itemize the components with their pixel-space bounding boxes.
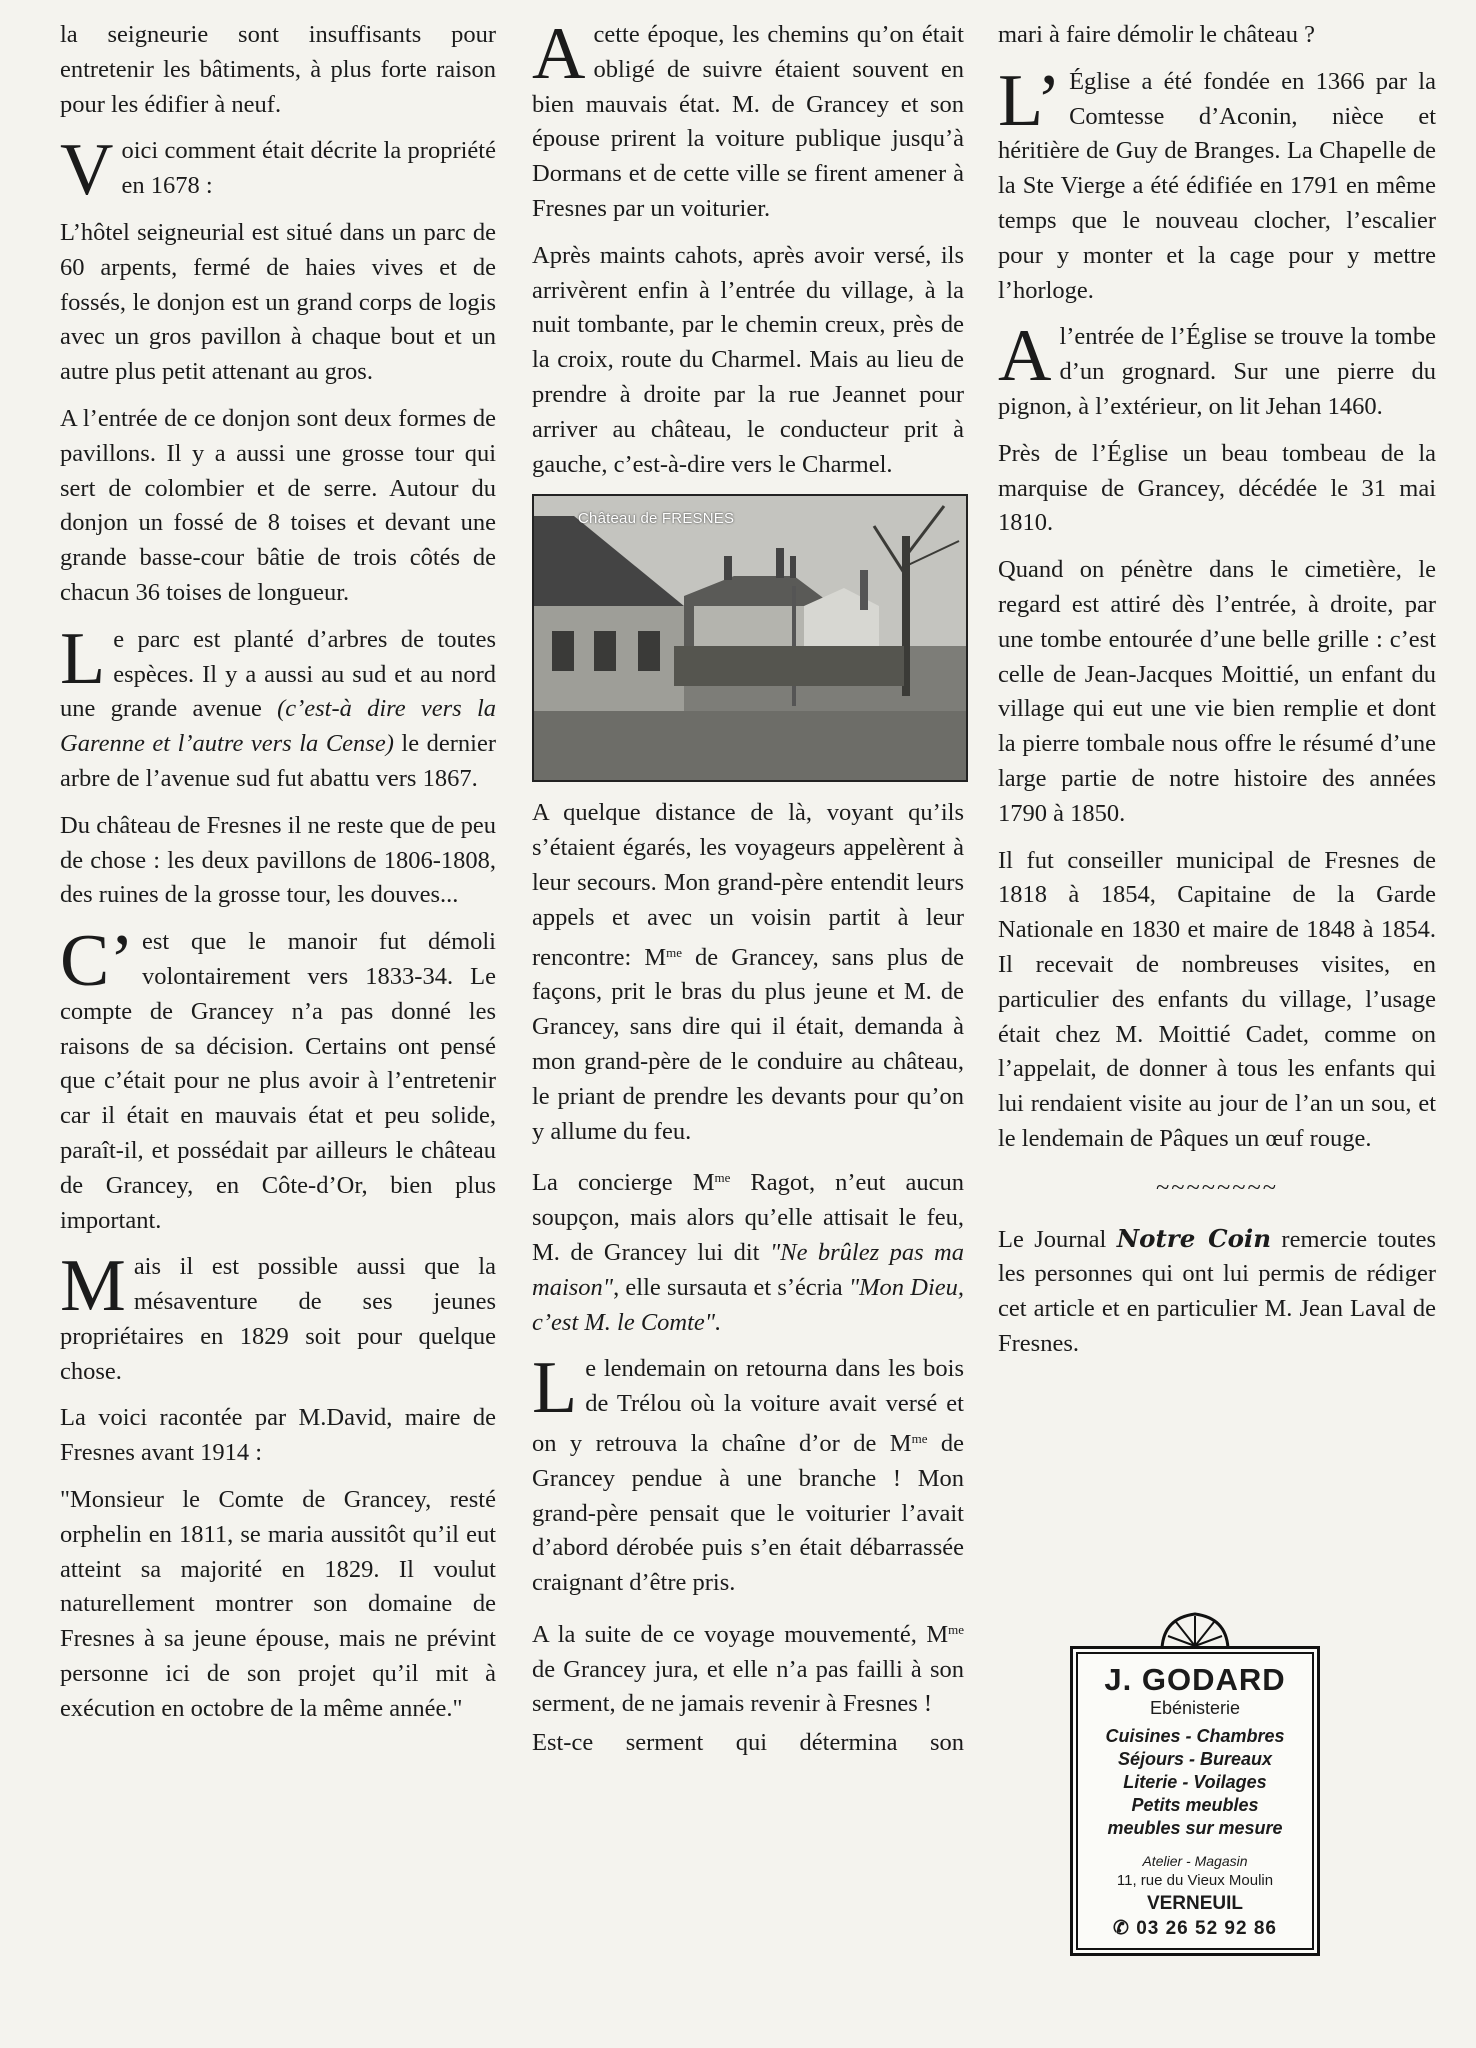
paragraph-dropcap: C’est que le manoir fut démoli volontairement vers 1833-34. Le compte de Grancey n’a pas donné les raisons de sa décision. Certains ont pensé que c’était pour ne plus avoir à l’entretenir car il était en mauvais état et peu solide, paraît-il, et possédait par ailleurs le château de Grancey, en Côte-d’Or, bien plus important. (60, 920, 496, 1234)
paragraph: La voici racontée par M.David, maire de Fresnes avant 1914 : (60, 1404, 496, 1467)
chateau-photo (532, 494, 968, 782)
paragraph-dropcap: Le lendemain on retourna dans les bois de Trélou où la voiture avait versé et on y retrouva la chaîne d’or de $M^{me}$ de Grancey pendue à une branche ! Mon grand-père pensait que le voiturier l’avait d’abord dérobée puis s’en était débarrassée craignant d’être pris. (532, 1347, 965, 1597)
ad-address: 11, rue du Vieux Moulin (1116, 1872, 1274, 1889)
godard-advertisement (1070, 1610, 1320, 1960)
paragraph: Du château de Fresnes il ne reste que de peu de chose : les deux pavillons de 1806-1808, des ruines de la grosse tour, les douves... (60, 811, 496, 909)
paragraph-dropcap: L’Église a été fondée en 1366 par la Comtesse d’Aconin, nièce et héritière de Guy de Branges. La Chapelle de la Ste Vierge a été édifiée en 1791 en même temps que le nouveau clocher, l’escalier pour y monter et la cage pour y mettre l’horloge. (998, 59, 1436, 304)
paragraph: L’hôtel seigneurial est situé dans un parc de 60 arpents, fermé de haies vives et de fossés, le donjon est un grand corps de logis avec un gros pavillon à chaque bout et un autre plus petit attenant au gros. (60, 218, 496, 386)
paragraph: A l’entrée de ce donjon sont deux formes de pavillons. Il y a aussi une grosse tour qui sert de colombier et de serre. Autour du donjon un fossé de 8 toises et devant une grande basse-cour bâtie de trois côtés de chacun 36 toises de longueur. (60, 404, 496, 606)
quote-paragraph: "Monsieur le Comte de Grancey, resté orphelin en 1811, se maria aussitôt qu’il eut atteint sa majorité en 1829. Il voulut naturellement montrer son domaine de Fresnes à sa jeune épouse, mais ne prévint personne ici de son projet qu’il mit à exécution en octobre de la même année." (60, 1486, 496, 1722)
paragraph: Est-ce serment qui détermina son (532, 1729, 964, 1757)
article-column-2 (532, 13, 965, 1773)
paragraph-dropcap: Al’entrée de l’Église se trouve la tombe d’un grognard. Sur une pierre du pignon, à l’extérieur, on lit Jehan 1460. (998, 315, 1436, 420)
paragraph: mari à faire démolir le château ? (998, 21, 1315, 48)
paragraph: la seigneurie sont insuffisants pour entretenir les bâtiments, à plus forte raison pour les édifier à neuf. (60, 21, 496, 118)
ad-name: J. GODARD (1104, 1662, 1286, 1697)
shell-ornament-icon (1158, 1610, 1232, 1650)
thanks-paragraph: Le Journal Notre Coin remercie toutes les personnes qui ont lui permis de rédiger cet article et en particulier M. Jean Laval de Fresnes. (998, 1223, 1436, 1357)
paragraph: Après maints cahots, après avoir versé, ils arrivèrent enfin à l’entrée du village, à la nuit tombante, par le chemin creux, près de la croix, route du Charmel. Mais au lieu de prendre à droite par la rue Jeannet pour arriver au château, le conducteur prit à gauche, c’est-à-dire vers le Charmel. (532, 241, 964, 478)
paragraph-dropcap: Le parc est planté d’arbres de toutes espèces. Il y a aussi au sud et au nord une grande avenue (c’est-à dire vers la Garenne et l’autre vers la Cense) le dernier arbre de l’avenue sud fut abattu vers 1867. (60, 617, 496, 792)
article-column-1 (60, 18, 496, 1739)
paragraph: A la suite de ce voyage mouvementé, $M^{me}$ de Grancey jura, et elle n’a pas failli à son serment, de ne jamais revenir à Fresnes ! (532, 1620, 964, 1718)
ad-phone: ✆ 03 26 52 92 86 (1113, 1918, 1277, 1939)
article-column-3 (998, 18, 1436, 1374)
paragraph-dropcap: Mais il est possible aussi que la mésaventure de ses jeunes propriétaires en 1829 soit pour quelque chose. (60, 1245, 496, 1385)
paragraph: La concierge $M^{me}$ Ragot, n’eut aucun soupçon, mais alors qu’elle attisait le feu, M. de Grancey lui dit "Ne brûlez pas ma maison", elle sursauta et s’écria "Mon Dieu, c’est M. le Comte". (532, 1169, 964, 1336)
photo-caption: Château de FRESNES (578, 510, 735, 528)
paragraph: A quelque distance de là, voyant qu’ils s’étaient égarés, les voyageurs appelèrent à leur secours. Mon grand-père entendit leurs appels et avec un voisin partit à leur rencontre: $M^{me}$ de Grancey, sans plus de façons, prit le bras du plus jeune et M. de Grancey, sans dire qui il était, demanda à mon grand-père de le conduire au château, le priant de prendre les devants pour qu’on y allume du feu. (532, 799, 964, 1145)
paragraph: Quand on pénètre dans le cimetière, le regard est attiré dès l’entrée, à droite, par une tombe entourée d’une belle grille : c’est celle de Jean-Jacques Moittié, un enfant du village qui eut une vie bien remplie et dont la pierre tombale nous offre le résumé d’une large partie de notre histoire des années 1790 à 1850. (998, 556, 1436, 827)
ad-services: Cuisines - Chambres Séjours - Bureaux Literie - Voilages Petits meubles meubles sur mesure (1105, 1726, 1285, 1838)
ad-trade: Ebénisterie (1149, 1698, 1241, 1718)
separator: ~~~~~~~~ (1155, 1173, 1279, 1201)
paragraph: Près de l’Église un beau tombeau de la marquise de Grancey, décédée le 31 mai 1810. (998, 439, 1436, 537)
ad-box (1070, 1646, 1320, 1956)
italic-aside: (c’est-à dire vers la Garenne et l’autre vers la Cense) (60, 695, 496, 758)
journal-logo: Notre Coin (1116, 1223, 1272, 1253)
paragraph-dropcap: Voici comment était décrite la propriété en 1678 : (60, 129, 496, 212)
paragraph-dropcap: Acette époque, les chemins qu’on était obligé de suivre étaient souvent en bien mauvais état. M. de Grancey et son épouse prirent la voiture publique jusqu’à Dormans et de cette ville se firent amener à Fresnes par un voiturier. (532, 13, 964, 222)
paragraph: Il fut conseiller municipal de Fresnes de 1818 à 1854, Capitaine de la Garde Nationale en 1830 et maire de 1848 à 1854. Il recevait de nombreuses visites, en particulier des enfants du village, l’usage était chez M. Moittié Cadet, comme on l’appelait, de donner à tous les enfants qui lui rendaient visite au jour de l’an un sou, et le lendemain de Pâques un œuf rouge. (998, 846, 1436, 1152)
chateau-illustration (534, 496, 966, 780)
ad-town: VERNEUIL (1146, 1893, 1244, 1914)
ad-shop: Atelier - Magasin (1142, 1853, 1248, 1869)
